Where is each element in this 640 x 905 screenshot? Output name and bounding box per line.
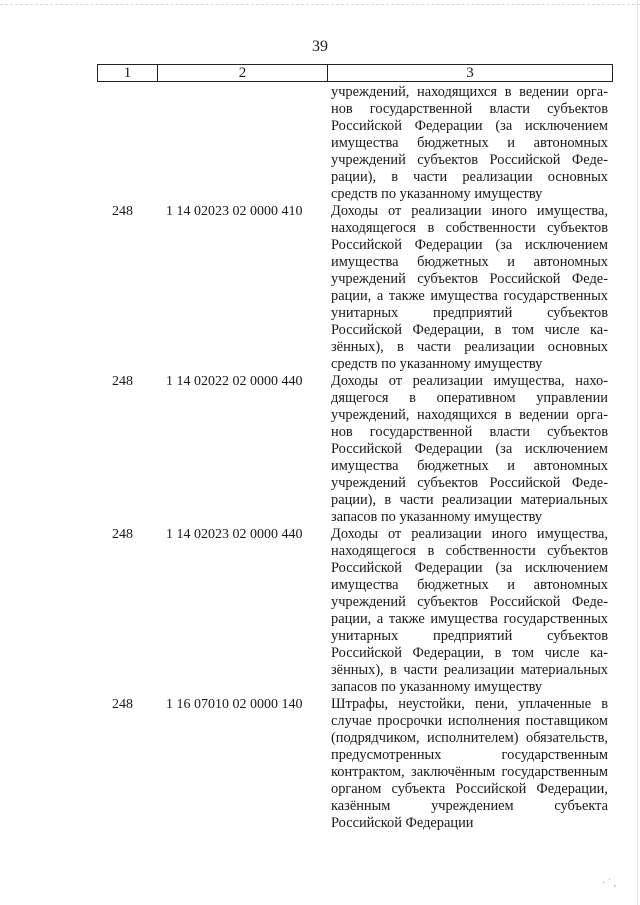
table-row [0, 696, 640, 832]
column-header-1: 1 [97, 64, 157, 82]
scan-border-top [0, 4, 640, 6]
page-number: 39 [312, 38, 328, 55]
revenue-name: Доходы от реализации имущества, находящегося в оперативном управлении учреждений, находящихся в ведении органов государственной власти субъектов Российской Федерации (за исключением имущества бюджетных и автономных учреждений субъектов Российской Федерации), в части реализации материальных запасов по указанному имуществу [331, 373, 608, 525]
budget-code: 1 14 02023 02 0000 440 [166, 527, 303, 542]
column-header-2: 2 [157, 64, 327, 82]
revenue-name: Доходы от реализации иного имущества, находящегося в собственности субъектов Российской Федерации (за исключением имущества бюджетных и автономных учреждений субъектов Российской Федерации, а также имущества государственных унитарных предприятий субъектов Российской Федерации, в том числе казённых), в части реализации материальных запасов по указанному имуществу [331, 526, 608, 695]
budget-code: 1 16 07010 02 0000 140 [166, 697, 303, 712]
table-body [0, 84, 640, 832]
column-header-3: 3 [327, 64, 613, 82]
table-row [0, 203, 640, 373]
revenue-name: Штрафы, неустойки, пени, уплаченные в случае просрочки исполнения поставщиком (подрядчиком, исполнителем) обязательств, предусмотренных государственным контрактом, заключённым государственным органом субъекта Российской Федерации, казённым учреждением субъекта Российской Федерации [331, 696, 608, 831]
admin-code: 248 [112, 697, 133, 712]
admin-code: 248 [112, 527, 133, 542]
budget-code: 1 14 02023 02 0000 410 [166, 204, 303, 219]
table-row [0, 526, 640, 696]
table-row [0, 373, 640, 526]
admin-code: 248 [112, 204, 133, 219]
revenue-name: Доходы от реализации иного имущества, находящегося в собственности субъектов Российской Федерации (за исключением имущества бюджетных и автономных учреждений субъектов Российской Федерации, а также имущества государственных унитарных предприятий субъектов Российской Федерации, в том числе казённых), в части реализации основных средств по указанному имуществу [331, 203, 608, 372]
admin-code: 248 [112, 374, 133, 389]
budget-code: 1 14 02022 02 0000 440 [166, 374, 303, 389]
revenue-name: учреждений, находящихся в ведении органов государственной власти субъектов Российской Федерации (за исключением имущества бюджетных и автономных учреждений субъектов Российской Федерации), в части реализации основных средств по указанному имуществу [331, 84, 608, 202]
table-row [0, 84, 640, 203]
scan-artifact-mark: · ˋ , [602, 878, 617, 889]
